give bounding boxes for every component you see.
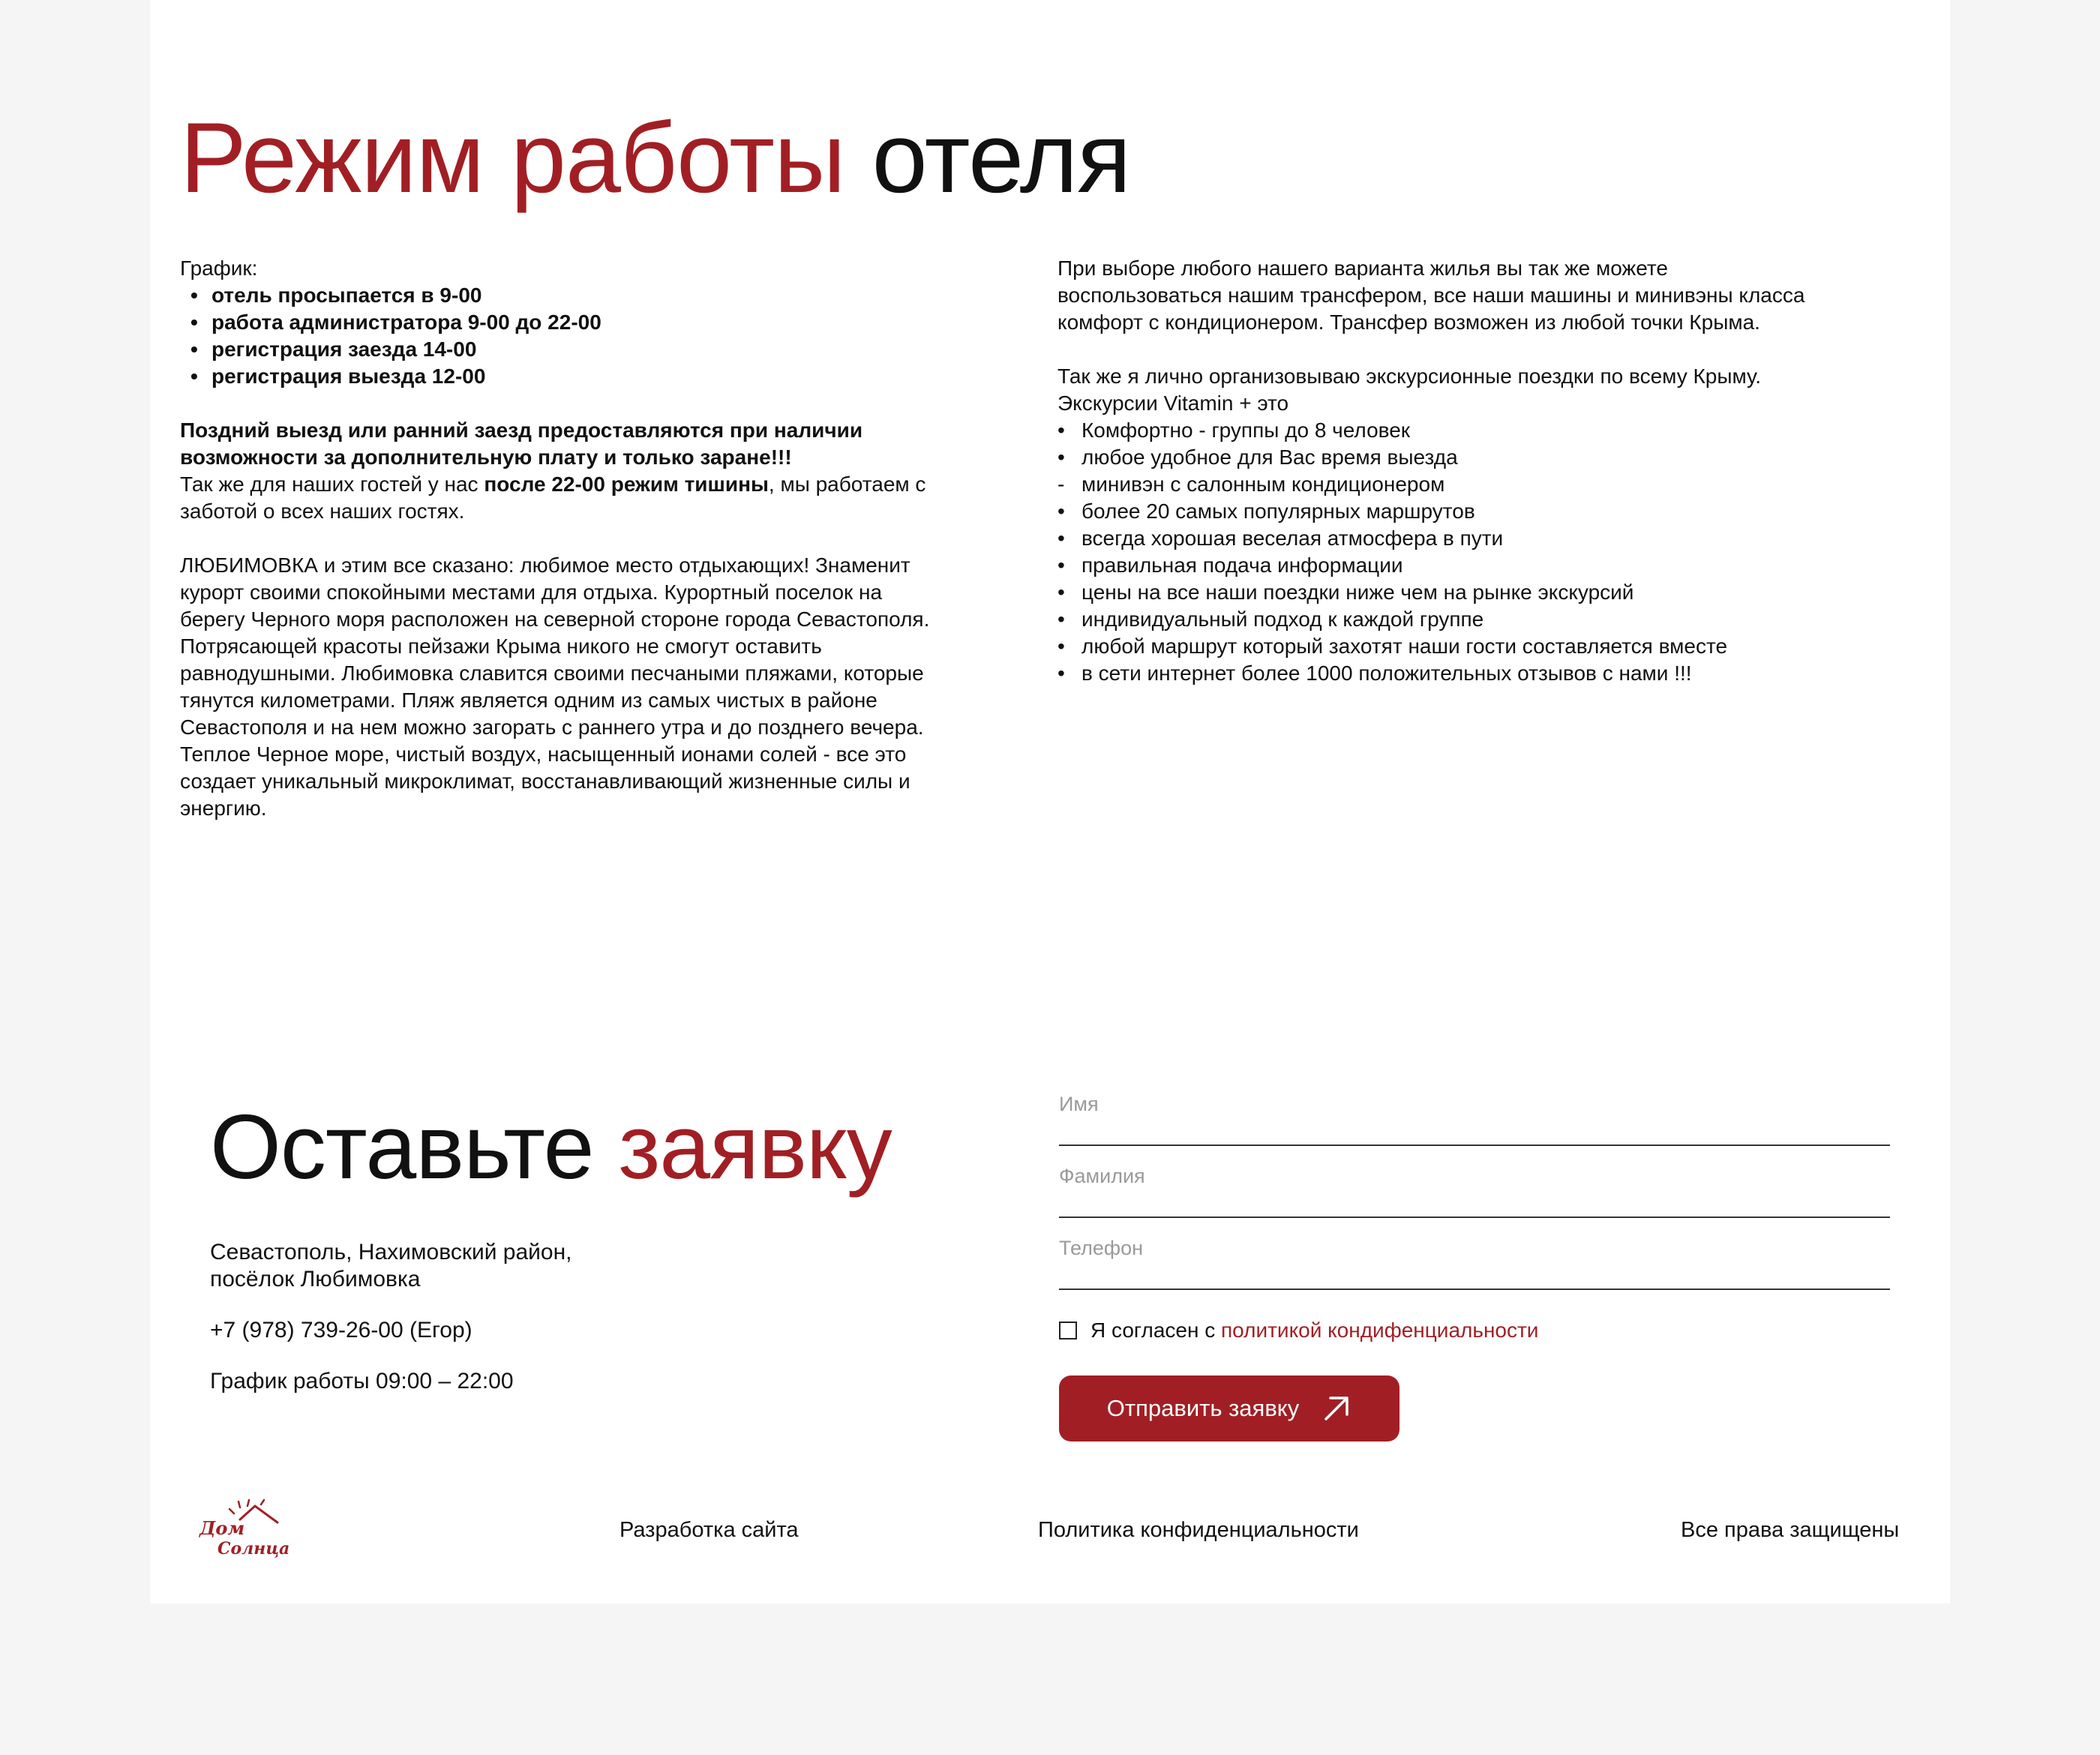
list-item: • в сети интернет более 1000 положительных отзывов с нами !!! bbox=[1058, 662, 1692, 685]
excursions-label: Экскурсии Vitamin + это bbox=[1058, 392, 1289, 415]
list-item: • правильная подача информации bbox=[1058, 554, 1403, 577]
privacy-policy-link[interactable]: политикой кондифенциальности bbox=[1221, 1318, 1539, 1342]
name-field-wrap bbox=[1059, 1086, 1890, 1146]
schedule-item: • регистрация выезда 12-00 bbox=[212, 363, 938, 390]
about-lyubimovka: ЛЮБИМОВКА и этим все сказано: любимое место отдыхающих! Знаменит курорт своими спокойными местами для отдыха. Курортный поселок на берегу Черного моря расположен на северной стороне города Севастополя. Потрясающей красоты пейзажи Крыма никого не смогут оставить равнодушными. Любимовка славится своими песчаными пляжами, которые тянутся километрами. Пляж является одним из самых чистых в районе Севастополя и на нем можно загорать с раннего утра и до позднего вечера. Теплое Черное море, чистый воздух, насыщенный ионами солей - все это создает уникальный микроклимат, восстанавливающий жизненные силы и энергию. bbox=[180, 554, 930, 820]
request-title-black: Оставьте bbox=[210, 1096, 594, 1198]
hours-title bbox=[180, 104, 1130, 213]
svg-text:Дом: Дом bbox=[200, 1517, 245, 1539]
list-item: • всегда хорошая веселая атмосфера в пути bbox=[1058, 526, 1504, 550]
surname-input[interactable] bbox=[1059, 1161, 1890, 1191]
list-item: • любое удобное для Вас время выезда bbox=[1058, 446, 1458, 469]
submit-request-button[interactable] bbox=[1059, 1376, 1400, 1442]
footer-privacy-link[interactable]: Политика конфиденциальности bbox=[1038, 1518, 1359, 1542]
privacy-consent bbox=[1059, 1318, 1538, 1342]
address: Севастополь, Нахимовский район, посёлок Любимовка bbox=[210, 1240, 572, 1292]
name-input[interactable] bbox=[1059, 1089, 1890, 1119]
transfer-text: При выборе любого нашего варианта жилья вы так же можете воспользоваться нашим трансфером, все наши машины и минивэны класса комфорт с кондиционером. Трансфер возможен из любой точки Крыма. bbox=[1058, 256, 1805, 334]
svg-text:Солнца: Солнца bbox=[218, 1539, 290, 1558]
phone-field-wrap bbox=[1059, 1230, 1890, 1290]
submit-label: Отправить заявку bbox=[1106, 1395, 1300, 1421]
quiet-bold: после 22-00 режим тишины bbox=[484, 472, 769, 496]
schedule-list bbox=[180, 282, 938, 390]
hours-title-red: Режим работы bbox=[180, 103, 845, 214]
hours-right-column bbox=[1058, 255, 1815, 687]
surname-field-wrap bbox=[1059, 1158, 1890, 1218]
list-item: - минивэн с салонным кондиционером bbox=[1058, 472, 1445, 496]
consent-checkbox[interactable] bbox=[1059, 1322, 1077, 1340]
quiet-post: , мы работаем с заботой о всех наших гостях. bbox=[180, 472, 926, 523]
list-item: • Комфортно - группы до 8 человек bbox=[1058, 418, 1411, 442]
list-item: • индивидуальный подход к каждой группе bbox=[1058, 608, 1484, 631]
schedule-item: • работа администратора 9-00 до 22-00 bbox=[212, 309, 938, 336]
contact-info bbox=[210, 1239, 885, 1419]
brand-logo[interactable] bbox=[195, 1497, 291, 1560]
schedule-item: • отель просыпается в 9-00 bbox=[212, 282, 938, 309]
request-title bbox=[210, 1096, 892, 1197]
excursions-intro: Так же я лично организовываю экскурсионные поездки по всему Крыму. bbox=[1058, 364, 1762, 388]
hours-left-column bbox=[180, 255, 938, 822]
footer-rights: Все права защищены bbox=[1681, 1518, 1900, 1542]
quiet-pre: Так же для наших гостей у нас bbox=[180, 472, 484, 496]
late-checkout-note: Поздний выезд или ранний заезд предоставляются при наличии возможности за дополнительную плату и только заране!!! bbox=[180, 418, 863, 469]
page-card bbox=[150, 0, 1950, 1604]
excursion-features bbox=[1058, 417, 1815, 687]
quiet-hours-note bbox=[180, 471, 938, 525]
footer-dev-link[interactable]: Разработка сайта bbox=[620, 1518, 799, 1542]
list-item: • любой маршрут который захотят наши гости составляется вместе bbox=[1058, 634, 1728, 658]
phone-input[interactable] bbox=[1059, 1233, 1890, 1263]
phone-number: +7 (978) 739-26-00 (Егор) bbox=[210, 1318, 472, 1342]
hours-title-black: отеля bbox=[872, 103, 1131, 214]
request-title-red: заявку bbox=[618, 1096, 892, 1198]
consent-text: Я согласен с bbox=[1090, 1318, 1216, 1342]
list-item: • цены на все наши поездки ниже чем на рынке экскурсий bbox=[1058, 580, 1634, 604]
arrow-up-right-icon bbox=[1322, 1394, 1352, 1424]
list-item: • более 20 самых популярных маршрутов bbox=[1058, 500, 1475, 523]
schedule-label: График: bbox=[180, 256, 258, 280]
schedule-item: • регистрация заезда 14-00 bbox=[212, 336, 938, 363]
work-hours: График работы 09:00 – 22:00 bbox=[210, 1369, 514, 1394]
